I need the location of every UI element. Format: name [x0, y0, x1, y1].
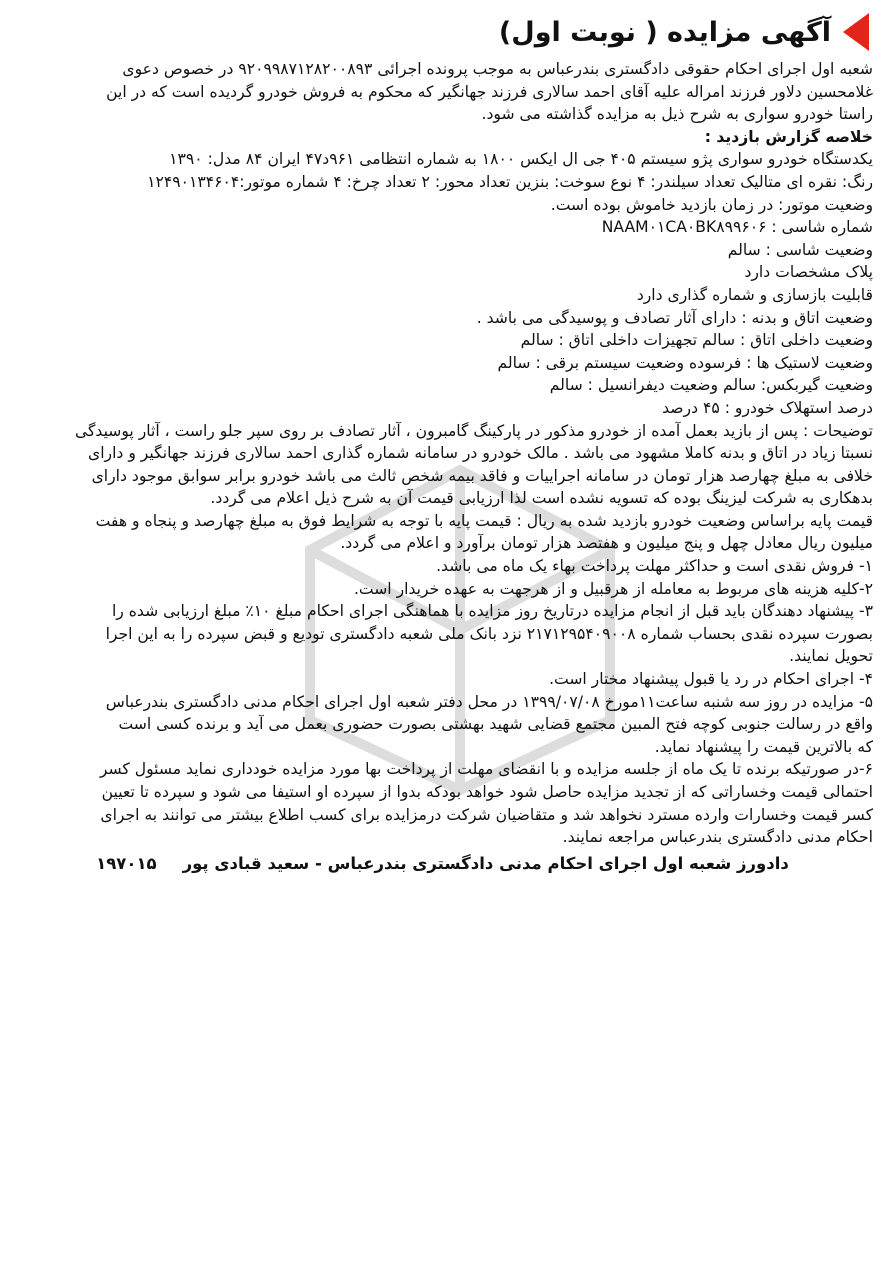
body-line: وضعیت اتاق و بدنه : دارای آثار تصادف و پوسیدگی می باشد . [476, 308, 873, 327]
body-line: واقع در رسالت جنوبی کوچه فتح المبین مجتمع قضایی شهید بهشتی بصورت حضوری بعمل می آید و برنده کسی است [118, 715, 873, 734]
body-line: غلامحسین دلاور فرزند امراله علیه آقای احمد سالاری فرزند جهانگیر که محکوم به فروش خودرو گردیده است که در این [106, 82, 873, 101]
body-line: شماره شاسی : NAAM۰۱CA۰BK۸۹۹۶۰۶ [601, 218, 873, 237]
body-line: کسر قیمت وخسارات وارده مسترد نخواهد شد و متقاضیان شرکت درمزایده برای کسب اطلاع بیشتر می توانند به اجرای [100, 805, 873, 824]
body-line: راستا خودرو سواری به شرح ذیل به مزایده گذاشته می شود. [481, 105, 873, 124]
body-line: وضعیت گیربکس: سالم وضعیت دیفرانسیل : سالم [549, 376, 873, 395]
body-line: احکام مدنی دادگستری بندرعباس مراجعه نمایند. [562, 828, 873, 847]
body-line: یکدستگاه خودرو سواری پژو سیستم ۴۰۵ جی ال ایکس ۱۸۰۰ به شماره انتظامی ۹۶۱د۴۷ ایران ۸۴ مدل: ۱۳۹۰ [169, 150, 873, 169]
body-line: ۱- فروش نقدی است و حداکثر مهلت پرداخت بهاء یک ماه می باشد. [436, 557, 873, 576]
body-line: قابلیت بازسازی و شماره گذاری دارد [636, 285, 873, 304]
body-line: پلاک مشخصات دارد [744, 263, 873, 282]
notice-body [12, 58, 873, 849]
red-triangle-icon [843, 13, 869, 51]
section-heading: خلاصه گزارش بازدید : [704, 127, 873, 146]
body-line: بدهکاری به شرکت لیزینگ بوده که تسویه نشده است لذا ارزیابی قیمت آن به شرح ذیل اعلام می گردد. [210, 489, 873, 508]
body-line: وضعیت داخلی اتاق : سالم تجهیزات داخلی اتاق : سالم [520, 331, 873, 350]
body-line: وضعیت موتور: در زمان بازدید خاموش بوده است. [550, 195, 873, 214]
body-line: احتمالی قیمت وخساراتی که از تجدید مزایده حاصل شود خواهد بودکه بدوا از سپرده او استیفا می شود و سپرده تا تعیین [101, 783, 873, 801]
body-line: شعبه اول اجرای احکام حقوقی دادگستری بندرعباس به موجب پرونده اجرائی ۹۲۰۹۹۸۷۱۲۸۲۰۰۸۹۳ در خصوص دعوی [122, 60, 873, 78]
notice-header [12, 6, 873, 58]
signature-text: دادورز شعبه اول اجرای احکام مدنی دادگستری بندرعباس - سعید قبادی پور [182, 853, 789, 873]
body-line: تحویل نمایند. [789, 647, 873, 666]
body-line: ۳- پیشنهاد دهندگان باید قبل از انجام مزایده درتاریخ روز مزایده با هماهنگی اجرای احکام مبلغ ۱۰٪ مبلغ ارزیابی شده را [111, 602, 873, 621]
body-line: وضعیت لاستیک ها : فرسوده وضعیت سیستم برقی : سالم [497, 353, 873, 372]
body-line: ۲-کلیه هزینه های مربوط به معامله از هرقبیل و از هرجهت به عهده خریدار است. [353, 579, 873, 598]
body-line: درصد استهلاک خودرو : ۴۵ درصد [662, 398, 873, 417]
body-line: رنگ: نقره ای متالیک تعداد سیلندر: ۴ نوع سوخت: بنزین تعداد محور: ۲ تعداد چرخ: ۴ شماره موتور:۱۲۴۹۰۱۳۴۶۰۴ [147, 172, 873, 191]
body-line: قیمت پایه براساس وضعیت خودرو بازدید شده به ریال : قیمت پایه با توجه به شرایط فوق به مبلغ چهارصد و پنجاه و هفت [95, 511, 873, 530]
body-line: بصورت سپرده نقدی بحساب شماره ۲۱۷۱۲۹۵۴۰۹۰۰۸ نزد بانک ملی شعبه دادگستری توديع و قبض سپرده را به این اجرا [105, 624, 873, 643]
body-line: نسبتا زیاد در اتاق و بدنه کاملا مشهود می باشد . مالک خودرو در سامانه شماره گذاری احمد سالاری فرزند جهانگیر و دارای [88, 444, 873, 463]
body-line: وضعیت شاسی : سالم [727, 240, 873, 259]
body-line: خلافی به مبلغ چهارصد هزار تومان در سامانه اجراییات و فاقد بیمه شخص ثالث می باشد خودرو برابر سوابق موجود دارای [91, 466, 873, 485]
body-line: ۵- مزایده در روز سه شنبه ساعت۱۱مورخ ۱۳۹۹/۰۷/۰۸ در محل دفتر شعبه اول اجرای احکام مدنی دادگستری بندرعباس [105, 692, 873, 711]
body-line: ۴- اجرای احکام در رد یا قبول پیشنهاد مختار است. [549, 670, 873, 689]
body-line: ۶-در صورتیکه برنده تا یک ماه از جلسه مزایده و با انقضای مهلت از پرداخت بها مورد مزایده خودداری نماید مسئول کسر [99, 760, 873, 779]
body-line: توضیحات : پس از بازید بعمل آمده از خودرو مذکور در پارکینگ گامبرون ، آثار تصادف بر روی سپر جلو راست ، آثار پوسیدگی [74, 421, 873, 440]
body-line: میلیون ریال معادل چهل و پنج میلیون و هفتصد هزار تومان برآورد و اعلام می گردد. [340, 534, 873, 553]
notice-title: آگهی مزایده ( نوبت اول) [498, 16, 831, 48]
body-line: که بالاترین قیمت را پیشنهاد نماید. [654, 737, 873, 756]
notice-footer [12, 851, 873, 877]
notice-code: ۱۹۷۰۱۵ [96, 853, 157, 873]
